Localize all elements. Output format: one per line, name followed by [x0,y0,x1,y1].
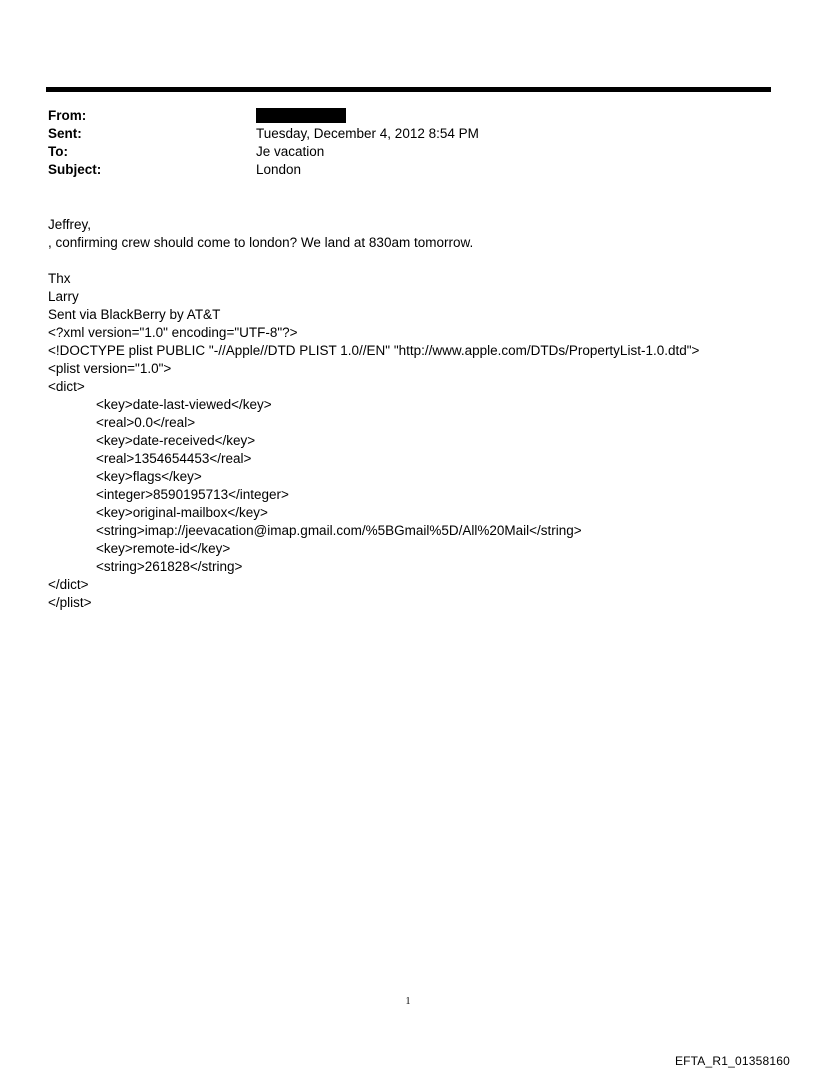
dict-close-tag: </dict> [48,577,89,592]
thanks-text: Thx [48,271,71,286]
dict-line: <real>0.0</real> [96,415,196,430]
sent-label: Sent: [48,126,82,141]
redaction-block [256,108,346,123]
subject-value: London [256,162,302,177]
to-row [48,143,748,161]
blank-line [48,252,788,270]
sender-name: Larry [48,289,79,304]
bates-number: EFTA_R1_01358160 [674,1054,790,1068]
dict-line: <key>flags</key> [96,469,202,484]
from-row [48,107,748,125]
dict-open-tag: <dict> [48,379,85,394]
xml-declaration: <?xml version="1.0" encoding="UTF-8"?> [48,325,298,340]
message-text: , confirming crew should come to london? We land at 830am tomorrow. [48,235,474,250]
from-label: From: [48,108,87,123]
to-value: Je vacation [256,144,325,159]
to-label: To: [48,144,68,159]
sent-value: Tuesday, December 4, 2012 8:54 PM [256,126,479,141]
dict-line: <integer>8590195713</integer> [96,487,289,502]
email-body [48,216,788,612]
dict-line: <key>date-received</key> [96,433,256,448]
dict-line: <real>1354654453</real> [96,451,252,466]
signature: Sent via BlackBerry by AT&T [48,307,221,322]
sent-row [48,125,748,143]
header-divider [46,87,771,92]
page-number: 1 [405,996,411,1007]
dict-line: <key>original-mailbox</key> [96,505,268,520]
greeting: Jeffrey, [48,217,92,232]
dict-line: <string>261828</string> [96,559,243,574]
doctype-line: <!DOCTYPE plist PUBLIC "-//Apple//DTD PLIST 1.0//EN" "http://www.apple.com/DTDs/PropertyList-1.0.dtd"> [48,343,700,358]
subject-label: Subject: [48,162,102,177]
email-header [48,107,748,179]
plist-close-tag: </plist> [48,595,92,610]
subject-row [48,161,748,179]
dict-line: <key>date-last-viewed</key> [96,397,272,412]
dict-line: <key>remote-id</key> [96,541,231,556]
plist-open-tag: <plist version="1.0"> [48,361,172,376]
dict-line: <string>imap://jeevacation@imap.gmail.com/%5BGmail%5D/All%20Mail</string> [96,523,582,538]
